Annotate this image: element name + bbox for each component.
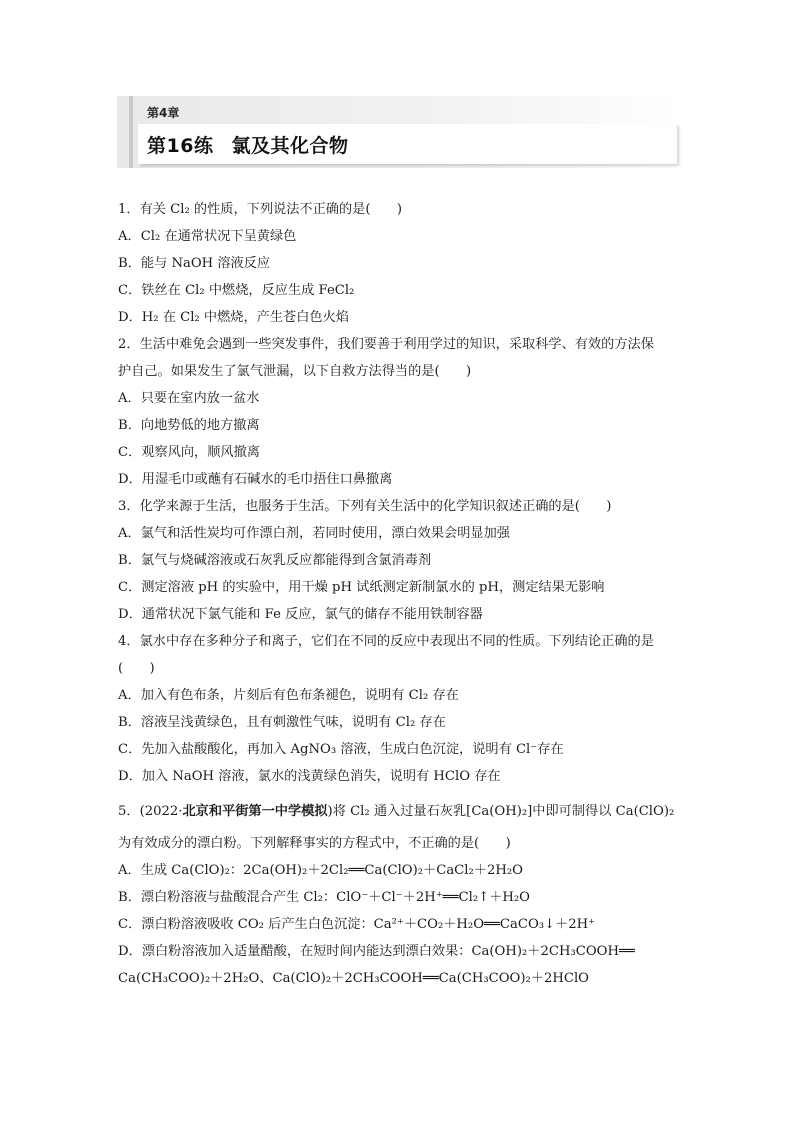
q4-stem-line1: 4．氯水中存在多种分子和离子，它们在不同的反应中表现出不同的性质。下列结论正确的是 xyxy=(118,634,654,649)
q2-stem-line1: 2．生活中难免会遇到一些突发事件，我们要善于利用学过的知识，采取科学、有效的方法保 xyxy=(118,337,654,352)
q4-stem-line2: ( ) xyxy=(118,661,155,676)
q1-option-a: A．Cl₂ 在通常状况下呈黄绿色 xyxy=(118,229,297,244)
q3-stem: 3．化学来源于生活，也服务于生活。下列有关生活中的化学知识叙述正确的是( ) xyxy=(118,499,612,514)
q5-source: 北京和平街第一中学模拟 xyxy=(182,804,328,819)
q1-option-c: C．铁丝在 Cl₂ 中燃烧，反应生成 FeCl₂ xyxy=(118,283,355,298)
q5-stem-rest: )将 Cl₂ 通入过量石灰乳[Ca(OH)₂]中即可制得以 Ca(ClO)₂ xyxy=(327,804,675,819)
q3-option-d: D．通常状况下氯气能和 Fe 反应，氯气的储存不能用铁制容器 xyxy=(118,607,483,622)
q5-option-c: C．漂白粉溶液吸收 CO₂ 后产生白色沉淀：Ca²⁺＋CO₂＋H₂O══CaCO₃↓＋2H⁺ xyxy=(118,917,596,932)
q5-number: 5．(2022· xyxy=(118,804,183,819)
q2-option-a: A．只要在室内放一盆水 xyxy=(118,391,260,406)
q2-option-b: B．向地势低的地方撤离 xyxy=(118,418,260,433)
chapter-label: 第4章 xyxy=(147,106,180,120)
q3-option-b: B．氯气与烧碱溶液或石灰乳反应都能得到含氯消毒剂 xyxy=(118,553,432,568)
q4-option-c: C．先加入盐酸酸化，再加入 AgNO₃ 溶液，生成白色沉淀，说明有 Cl⁻存在 xyxy=(118,742,564,757)
title-number: 第16练 xyxy=(147,135,214,157)
q5-option-d-line2: Ca(CH₃COO)₂＋2H₂O、Ca(ClO)₂＋2CH₃COOH══Ca(CH₃COO)₂＋2HClO xyxy=(118,971,589,986)
q2-option-d: D．用湿毛巾或蘸有石碱水的毛巾捂住口鼻撤离 xyxy=(118,472,393,487)
q5-option-a: A．生成 Ca(ClO)₂：2Ca(OH)₂＋2Cl₂══Ca(ClO)₂＋CaCl₂＋2H₂O xyxy=(118,863,523,878)
q5-option-d-line1: D．漂白粉溶液加入适量醋酸，在短时间内能达到漂白效果：Ca(OH)₂＋2CH₃COOH══ xyxy=(118,944,635,959)
q5-stem-line2: 为有效成分的漂白粉。下列解释事实的方程式中，不正确的是( ) xyxy=(118,836,511,851)
q3-option-c: C．测定溶液 pH 的实验中，用干燥 pH 试纸测定新制氯水的 pH，测定结果无影响 xyxy=(118,580,605,595)
q1-option-d: D．H₂ 在 Cl₂ 中燃烧，产生苍白色火焰 xyxy=(118,310,349,325)
q1-option-b: B．能与 NaOH 溶液反应 xyxy=(118,256,271,271)
q2-option-c: C．观察风向，顺风撤离 xyxy=(118,445,260,460)
q3-option-a: A．氯气和活性炭均可作漂白剂，若同时使用，漂白效果会明显加强 xyxy=(118,526,510,541)
q4-option-d: D．加入 NaOH 溶液，氯水的浅黄绿色消失，说明有 HClO 存在 xyxy=(118,769,501,784)
q4-option-b: B．溶液呈浅黄绿色，且有刺激性气味，说明有 Cl₂ 存在 xyxy=(118,715,446,730)
page-title xyxy=(147,131,348,158)
q1-stem: 1．有关 Cl₂ 的性质，下列说法不正确的是( ) xyxy=(118,202,403,217)
q5-option-b: B．漂白粉溶液与盐酸混合产生 Cl₂：ClO⁻＋Cl⁻＋2H⁺══Cl₂↑＋H₂O xyxy=(118,890,530,905)
title-text: 氯及其化合物 xyxy=(231,135,349,157)
q2-stem-line2: 护自己。如果发生了氯气泄漏，以下自救方法得当的是( ) xyxy=(118,364,472,379)
q5-stem-line1 xyxy=(118,803,680,821)
header-accent-bar xyxy=(129,96,133,168)
q4-option-a: A．加入有色布条，片刻后有色布条褪色，说明有 Cl₂ 存在 xyxy=(118,688,459,703)
